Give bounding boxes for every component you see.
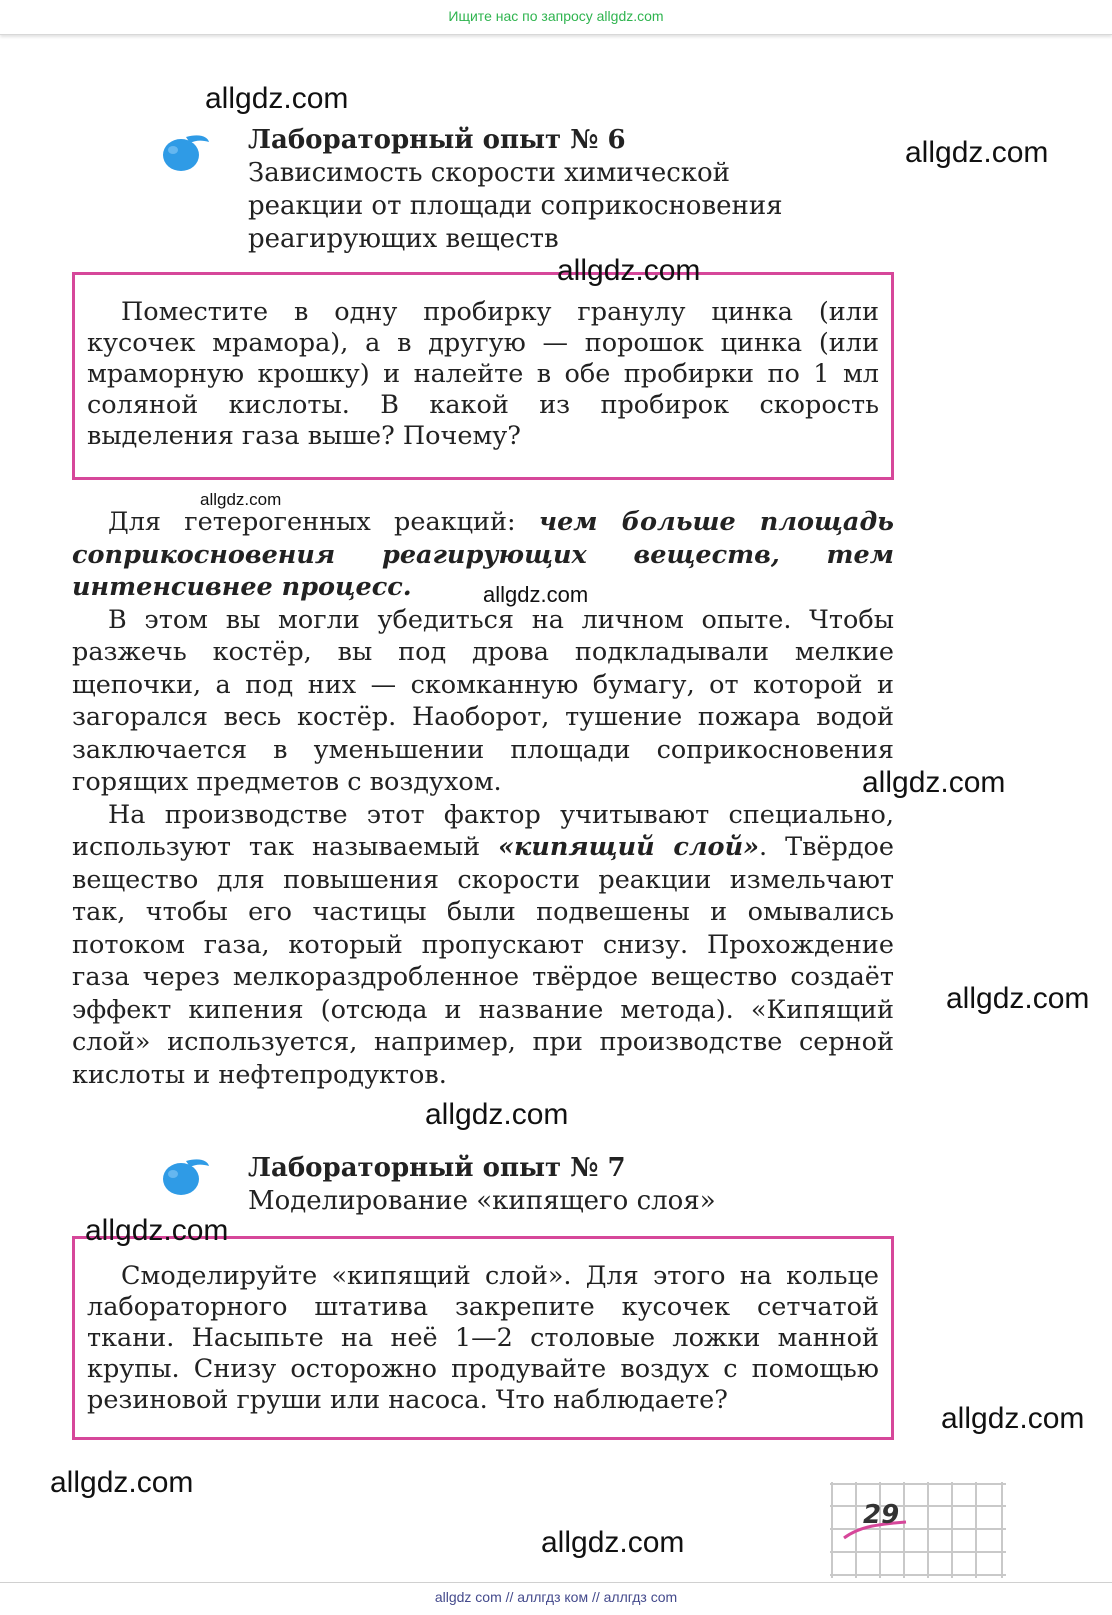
watermark: allgdz.com [200, 490, 282, 509]
page-number-grid [830, 1482, 1006, 1578]
watermark: allgdz.com [941, 1402, 1085, 1435]
lab6-subtitle-line: реакции от площади соприкосновения [248, 191, 783, 221]
paragraph-text: На производстве этот фактор учитывают специально, используют так называемый [72, 799, 894, 862]
rule-statement: чем больше площадь соприкосновения реагирующих веществ, тем интенсивнее процесс. [72, 507, 894, 602]
watermark: allgdz.com [85, 1214, 229, 1247]
page-number: 29 [863, 1500, 900, 1530]
watermark: allgdz.com [541, 1526, 685, 1559]
lab6-task-text: Поместите в одну пробирку гранулу цинка (или кусочек мрамора), а в другую — порошок цинка (или мраморную крошку) и налейте в обе пробирки по 1 мл соляной кислоты. В какой из пробирок скорость выделения газа выше? Почему? [87, 297, 879, 451]
watermark: allgdz.com [862, 766, 1006, 799]
watermark: allgdz.com [946, 982, 1090, 1015]
lab6-title: Лабораторный опыт № 6 [248, 125, 626, 155]
top-banner: Ищите нас по запросу allgdz.com [0, 0, 1112, 35]
lab7-task-text: Смоделируйте «кипящий слой». Для этого на кольце лабораторного штатива закрепите кусочек сетчатой ткани. Насыпьте на неё 1—2 столовые ложки манной крупы. Снизу осторожно продувайте воздух с помощью резиновой груши или насоса. Что наблюдаете? [87, 1261, 879, 1415]
lab7-heading [248, 1152, 716, 1218]
watermark: allgdz.com [905, 136, 1049, 169]
lab-flask-icon [156, 128, 210, 174]
watermark: allgdz.com [425, 1098, 569, 1131]
lab6-subtitle-line: Зависимость скорости химической [248, 158, 731, 188]
watermark: allgdz.com [483, 582, 589, 607]
paragraph-campfire: В этом вы могли убедиться на личном опыте. Чтобы разжечь костёр, вы под дрова подкладывали мелкие щепочки, а под них — скомканную бумагу, от которой и загорался весь костёр. Наоборот, тушение пожара водой заключается в уменьшении площади соприкосновения горящих предметов с воздухом. [72, 604, 894, 797]
rule-intro: Для гетерогенных реакций: [108, 507, 539, 537]
lab7-title: Лабораторный опыт № 7 [248, 1153, 626, 1183]
watermark: allgdz.com [557, 254, 701, 287]
watermark: allgdz.com [50, 1466, 194, 1499]
term-fluidized-bed: «кипящий слой» [498, 832, 760, 862]
paragraph-text: . Твёрдое вещество для повышения скорости реакции измельчают так, чтобы его частицы были подвешены и омывались потоком газа, который пропускают снизу. Прохождение газа через мелкораздробленное твёрдое вещество создаёт эффект кипения (отсюда и название метода). «Кипящий слой» используется, например, при производстве серной кислоты и нефтепродуктов. [72, 832, 894, 1090]
lab-flask-icon [156, 1152, 210, 1198]
lab6-heading [248, 124, 783, 256]
paragraph-fluidized-bed [72, 799, 894, 1092]
watermark: allgdz.com [205, 82, 349, 115]
footer-bar: allgdz com // аллгдз ком // аллгдз com [0, 1582, 1112, 1615]
lab7-subtitle: Моделирование «кипящего слоя» [248, 1186, 716, 1216]
lab6-subtitle-line: реагирующих веществ [248, 224, 559, 254]
lab7-task-box [72, 1236, 894, 1440]
lab6-task-box [72, 272, 894, 480]
